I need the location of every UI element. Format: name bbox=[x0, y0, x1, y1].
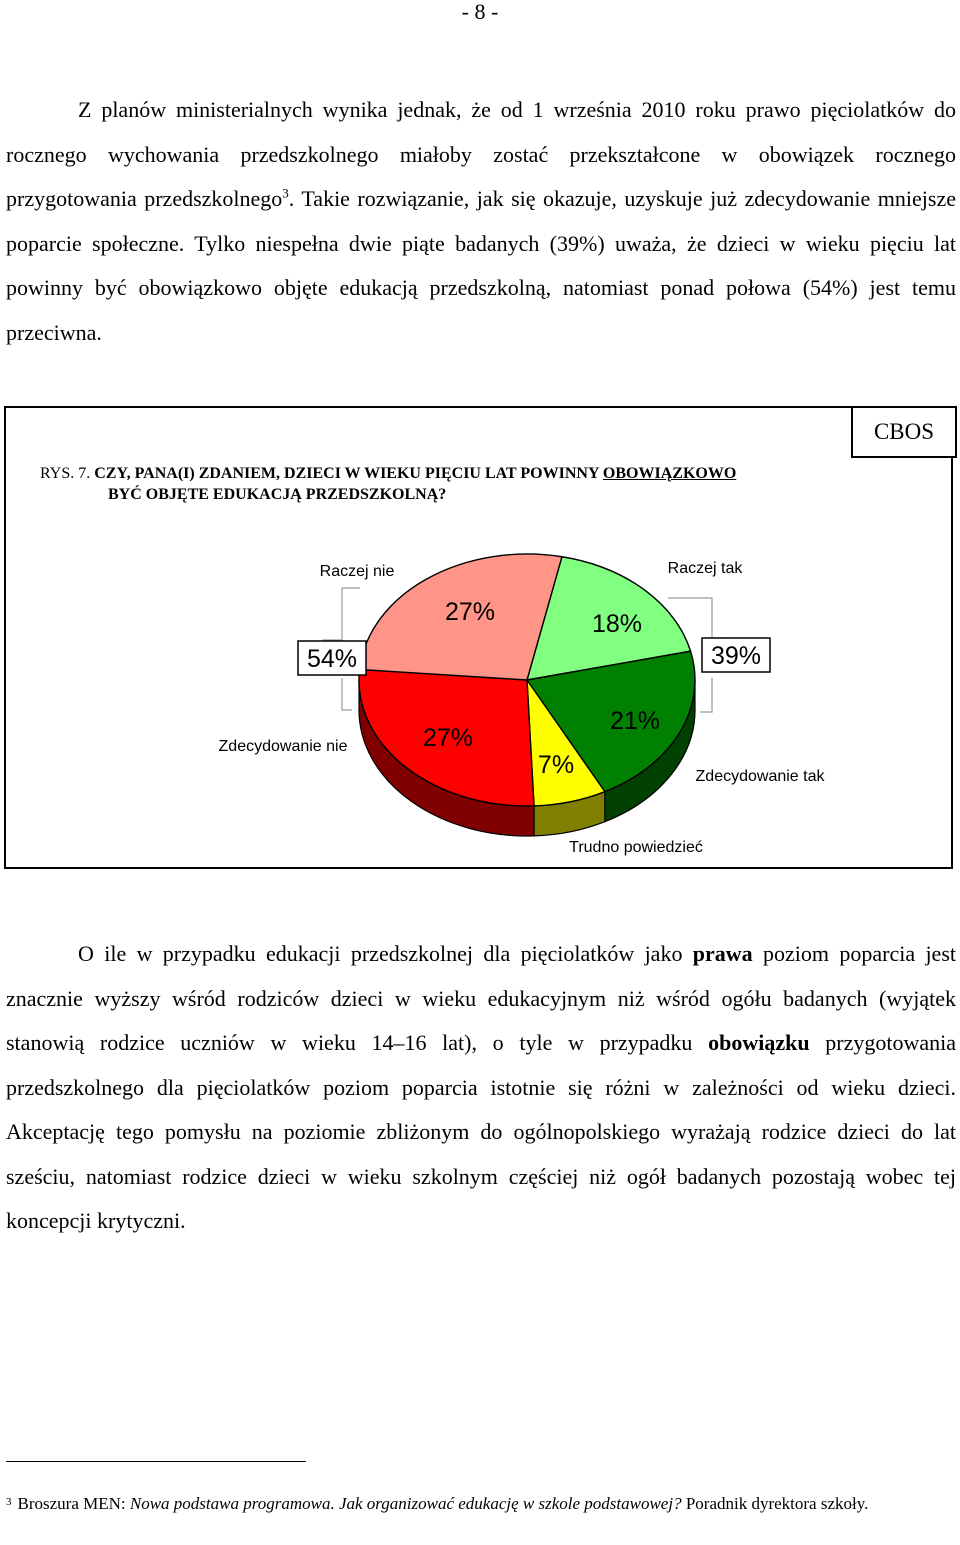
source-badge: CBOS bbox=[851, 406, 957, 458]
figure-caption bbox=[40, 463, 880, 505]
leader-line-4 bbox=[700, 678, 712, 712]
pie-category-label-trudno-powiedziec: Trudno powiedzieć bbox=[569, 839, 703, 856]
leader-line-2 bbox=[342, 678, 352, 710]
footnote-text-b: Poradnik dyrektora szkoły. bbox=[681, 1494, 869, 1513]
paragraph-analysis-e: przygotowania przedszkolnego dla pięciolatków poziom poparcia istotnie się różni w zależności od wieku dzieci. Akceptację tego pomysłu na poziomie zbliżonym do ogólnopolskiego wyrażają rodzice dzieci do lat sześciu, natomiast rodzice dzieci w wieku szkolnym częściej niż ogół badanych pozostają wobec tej koncepcji krytyczni. bbox=[6, 1030, 957, 1233]
page-number: - 8 - bbox=[461, 0, 499, 24]
footnote-separator bbox=[6, 1461, 306, 1462]
paragraph-analysis-a: O ile w przypadku edukacji przedszkolnej dla pięciolatków jako bbox=[78, 941, 693, 966]
paragraph-intro-text-b: . Takie rozwiązanie, jak się okazuje, uzyskuje już zdecydowanie mniejsze poparcie społeczne. Tylko niespełna dwie piąte badanych (39%) uważa, że dzieci w wieku pięciu lat powinny być obowiązkowo objęte edukacją przedszkolną, natomiast ponad połowa (54%) jest temu przeciwna. bbox=[6, 186, 956, 345]
paragraph-analysis bbox=[6, 932, 956, 1244]
pie-category-label-raczej-nie: Raczej nie bbox=[319, 563, 395, 580]
group-total-label-1: 54% bbox=[306, 645, 358, 673]
figure-number: RYS. 7. bbox=[40, 465, 91, 482]
footnote-text-a: Broszura MEN: bbox=[17, 1494, 130, 1513]
paragraph-analysis-bold-right: prawa bbox=[692, 941, 753, 966]
pie-value-label-zdecydowanie-tak: 21% bbox=[609, 707, 661, 735]
figure-question-b: BYĆ OBJĘTE EDUKACJĄ PRZEDSZKOLNĄ? bbox=[108, 486, 447, 503]
footnote-ref[interactable]: 3 bbox=[282, 185, 289, 201]
pie-slices bbox=[359, 554, 695, 806]
footnote-number: 3 bbox=[6, 1496, 12, 1508]
pie-value-label-zdecydowanie-nie: 27% bbox=[422, 724, 474, 752]
pie-category-label-raczej-tak: Raczej tak bbox=[667, 560, 743, 577]
paragraph-analysis-c: poziom poparcia jest znacznie wyższy wśród rodziców dzieci w wieku edukacyjnym niż wśród ogółu badanych (wyjątek stanowią rodzice uczniów w wieku 14–16 lat), o tyle w przypadku bbox=[6, 941, 956, 1055]
figure-question-a: CZY, PANA(I) ZDANIEM, DZIECI W WIEKU PIĘCIU LAT POWINNY bbox=[94, 465, 603, 482]
footnote bbox=[6, 1493, 956, 1515]
paragraph-intro-text-a: Z planów ministerialnych wynika jednak, że od 1 września 2010 roku prawo pięciolatków do rocznego wychowania przedszkolnego miałoby zostać przekształcone w obowiązek rocznego przygotowania przedszkolnego bbox=[6, 97, 956, 211]
pie-value-label-raczej-nie: 27% bbox=[444, 598, 496, 626]
pie-value-label-raczej-tak: 18% bbox=[591, 610, 643, 638]
figure-question-underlined: OBOWIĄZKOWO bbox=[602, 465, 737, 482]
pie-value-label-trudno-powiedziec: 7% bbox=[537, 751, 575, 779]
pie-category-label-zdecydowanie-tak: Zdecydowanie tak bbox=[695, 768, 825, 785]
pie-category-label-zdecydowanie-nie: Zdecydowanie nie bbox=[218, 738, 348, 755]
group-total-label-2: 39% bbox=[710, 642, 762, 670]
leader-line-1 bbox=[322, 588, 360, 640]
paragraph-analysis-bold-obligation: obowiązku bbox=[708, 1030, 810, 1055]
footnote-title: Nowa podstawa programowa. Jak organizować edukację w szkole podstawowej? bbox=[129, 1494, 682, 1513]
